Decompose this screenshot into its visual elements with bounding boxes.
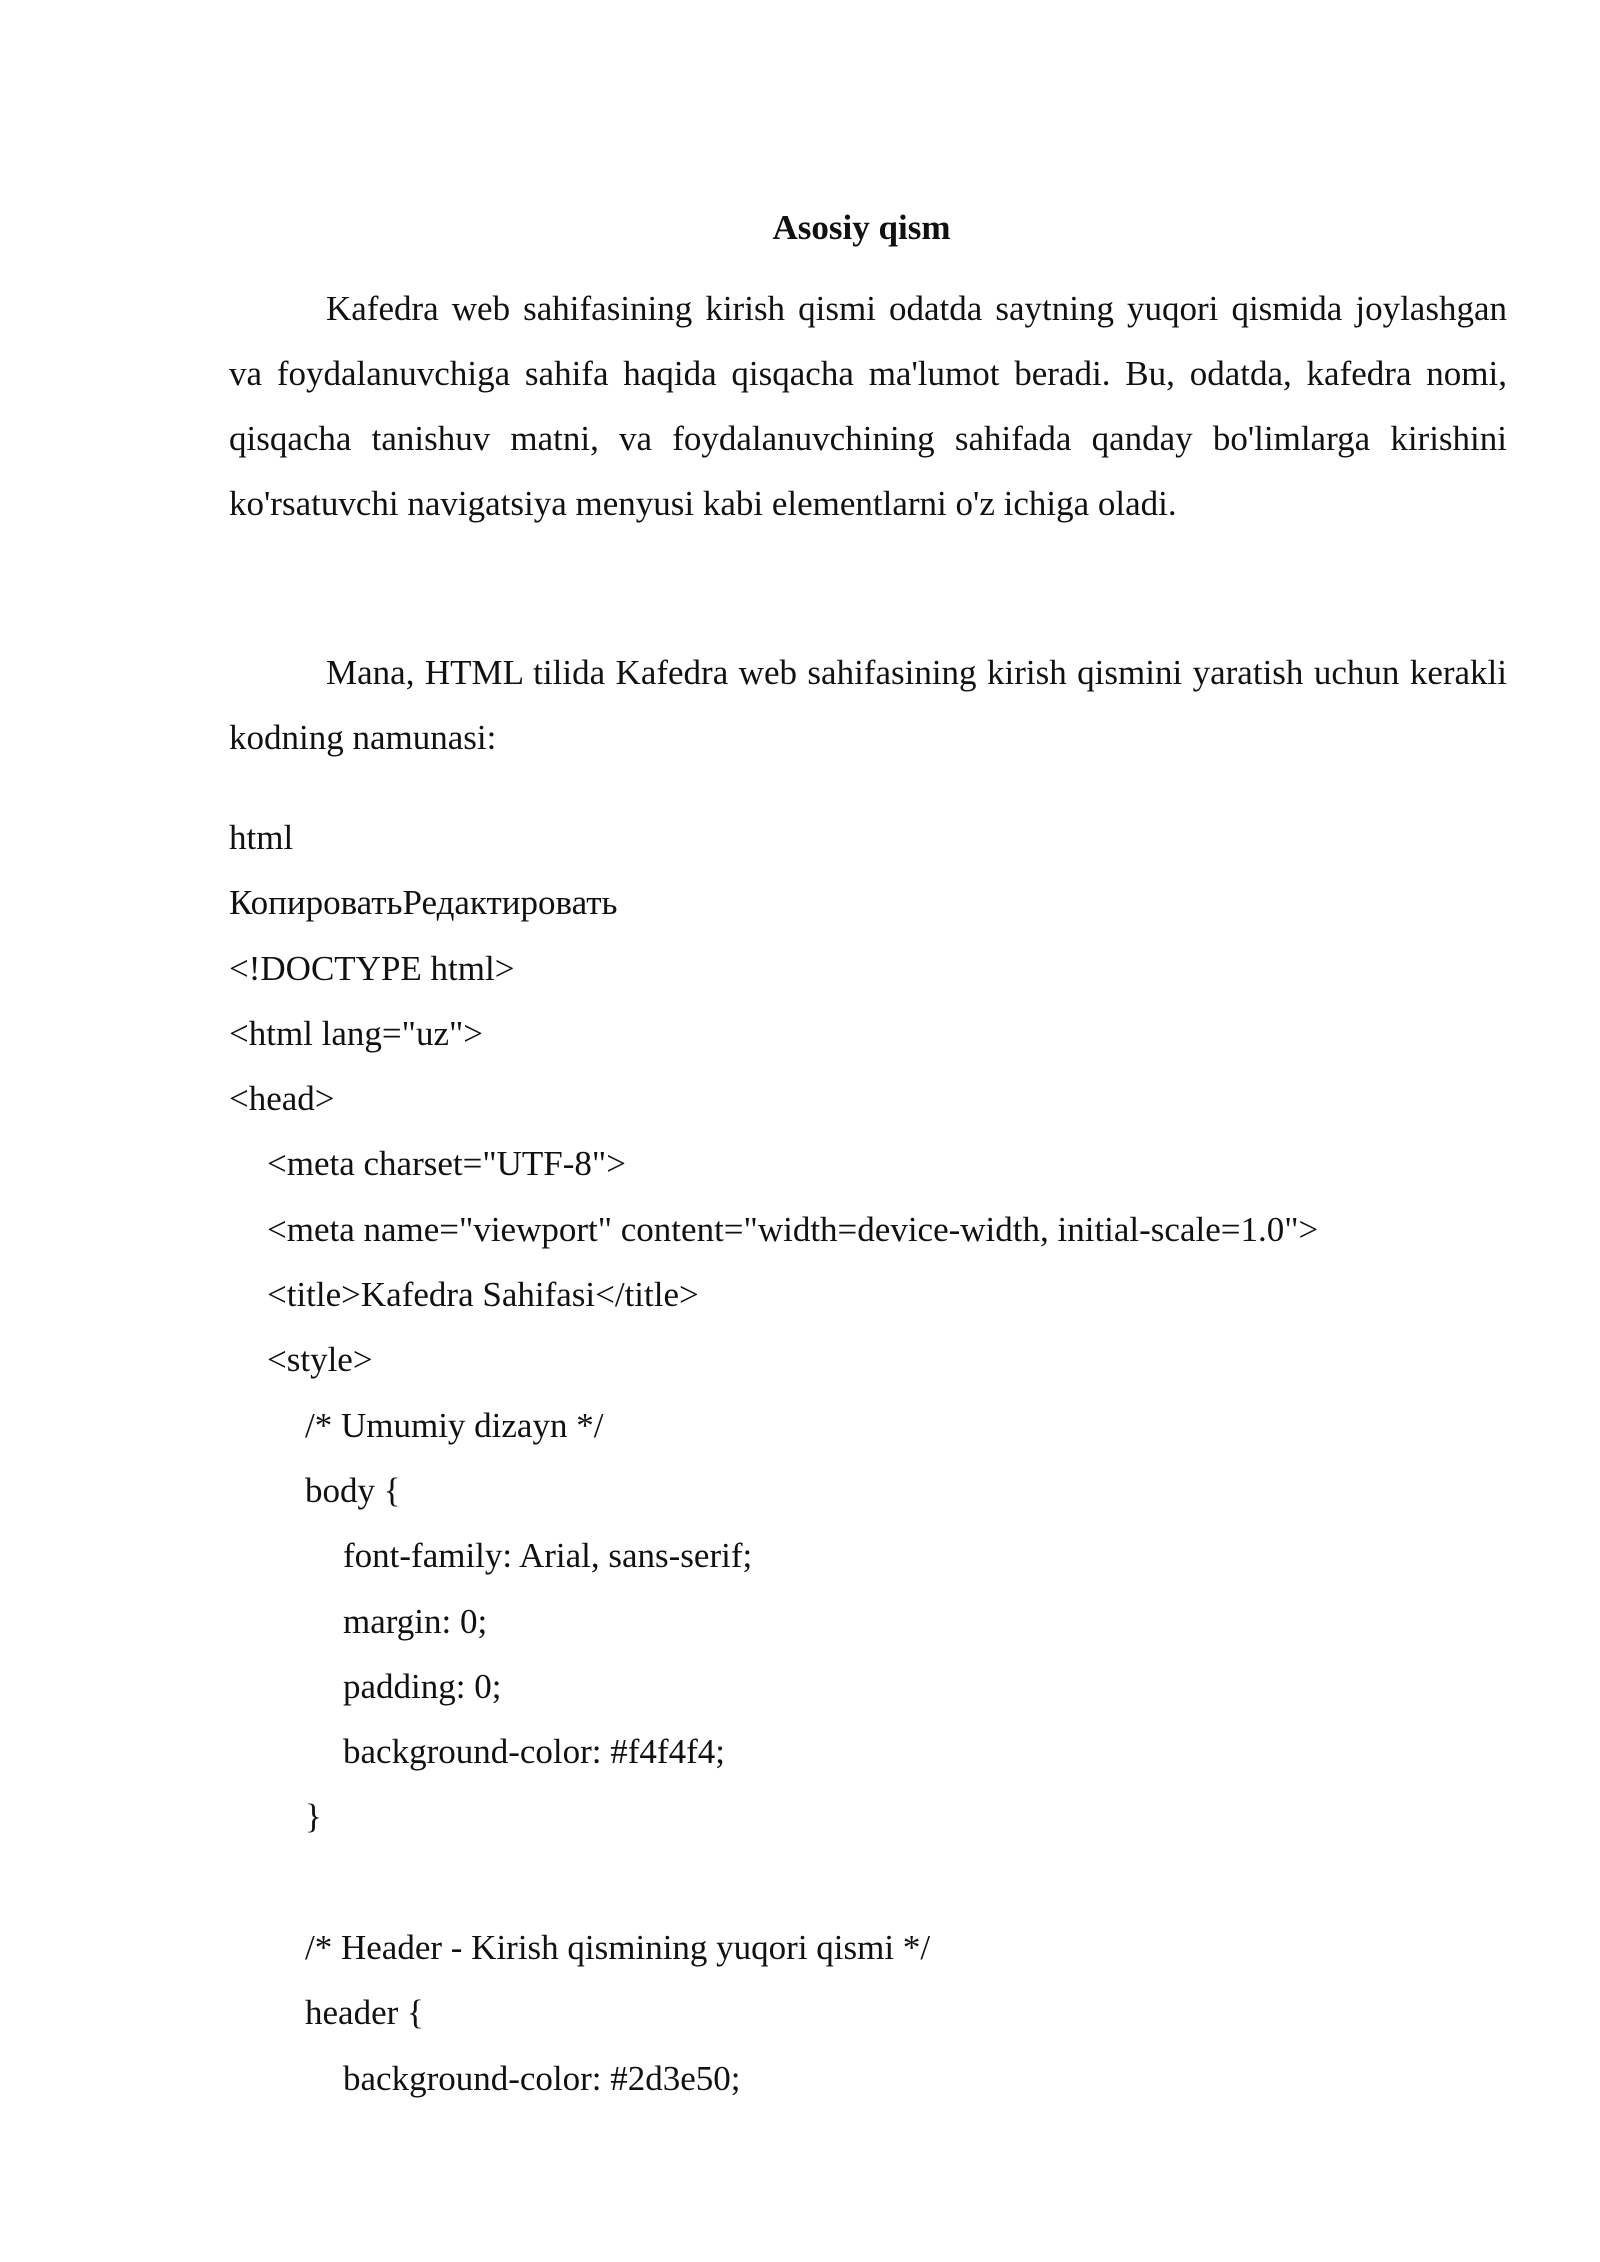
code-line-blank: [229, 1850, 1507, 1915]
code-line: <title>Kafedra Sahifasi</title>: [267, 1275, 699, 1315]
code-line: <html lang="uz">: [229, 1013, 484, 1053]
code-line: body {: [305, 1470, 401, 1510]
code-line: <!DOCTYPE html>: [229, 948, 515, 988]
code-line: margin: 0;: [343, 1601, 488, 1641]
code-line: background-color: #f4f4f4;: [343, 1732, 725, 1772]
code-line: <head>: [229, 1079, 335, 1119]
code-line: font-family: Arial, sans-serif;: [343, 1536, 753, 1576]
section-heading: Asosiy qism: [772, 208, 951, 247]
code-line: /* Header - Kirish qismining yuqori qismi */: [305, 1928, 931, 1968]
code-line: <meta name="viewport" content="width=device-width, initial-scale=1.0">: [267, 1209, 1319, 1249]
code-line: <style>: [267, 1340, 373, 1380]
code-line: /* Umumiy dizayn */: [305, 1405, 604, 1445]
copy-edit-label: КопироватьРедактировать: [229, 883, 618, 923]
code-language-label: html: [229, 818, 294, 857]
code-intro-paragraph: Mana, HTML tilida Kafedra web sahifasining kirish qismini yaratish uchun kerakli kodning namunasi:: [229, 653, 1507, 757]
intro-paragraph: Kafedra web sahifasining kirish qismi odatda saytning yuqori qismida joylashgan va foydalanuvchiga sahifa haqida qisqacha ma'lumot beradi. Bu, odatda, kafedra nomi, qisqacha tanishuv matni, va foydalanuvchining sahifada qanday bo'limlarga kirishini ko'rsatuvchi navigatsiya menyusi kabi elementlarni o'z ichiga oladi.: [229, 289, 1507, 523]
code-line: }: [305, 1797, 322, 1837]
code-line: padding: 0;: [343, 1666, 502, 1706]
code-line: <meta charset="UTF-8">: [267, 1144, 626, 1184]
code-line: background-color: #2d3e50;: [343, 2058, 741, 2098]
code-line: header {: [305, 1993, 424, 2033]
code-sample: [229, 805, 1507, 2111]
